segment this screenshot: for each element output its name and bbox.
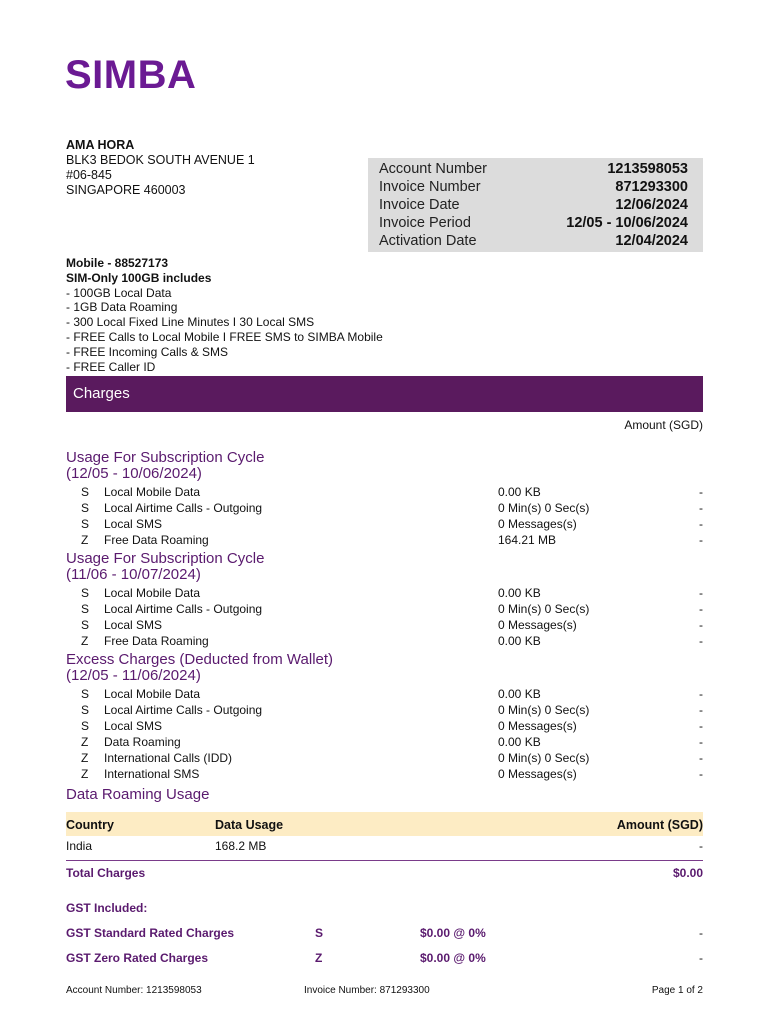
charge-amount: - [699, 533, 703, 547]
charge-amount: - [699, 719, 703, 733]
gst-rate: $0.00 @ 0% [420, 926, 486, 940]
charge-quantity: 0.00 KB [498, 687, 541, 701]
amount-column-header: Amount (SGD) [624, 418, 703, 432]
gst-title-row [66, 900, 703, 916]
charge-amount: - [699, 767, 703, 781]
gst-code: Z [81, 735, 89, 749]
gst-code: S [81, 618, 90, 632]
account-info-box [368, 158, 703, 252]
charge-item: Local Airtime Calls - Outgoing [104, 501, 263, 515]
charge-row [66, 702, 703, 718]
gst-code: Z [315, 951, 323, 965]
invoice-period-row [379, 214, 688, 232]
gst-code: Z [81, 634, 89, 648]
gst-rate: $0.00 @ 0% [420, 951, 486, 965]
total-charges-value: $0.00 [672, 866, 703, 880]
charge-amount: - [699, 703, 703, 717]
charge-row [66, 686, 703, 702]
plan-feature: - 1GB Data Roaming [66, 300, 178, 315]
roaming-amount: - [699, 839, 703, 853]
gst-code: S [81, 703, 90, 717]
charge-quantity: 0.00 KB [498, 485, 541, 499]
account-info-value: 12/04/2024 [615, 233, 688, 249]
charge-row [66, 500, 703, 516]
invoice-date-row [379, 196, 688, 214]
charge-amount: - [699, 517, 703, 531]
charge-quantity: 0 Messages(s) [498, 719, 577, 733]
gst-code: S [81, 719, 90, 733]
gst-code: S [315, 926, 324, 940]
charge-amount: - [699, 618, 703, 632]
charge-quantity: 0.00 KB [498, 586, 541, 600]
charges-header: Charges [73, 385, 130, 402]
invoice-number-row [379, 178, 688, 196]
charge-row [66, 750, 703, 766]
charge-quantity: 0.00 KB [498, 634, 541, 648]
roaming-country: India [66, 839, 93, 853]
footer-account-number: Account Number: 1213598053 [66, 985, 202, 996]
section-title [66, 652, 333, 683]
customer-address [66, 138, 255, 198]
charge-item: Local Mobile Data [104, 485, 201, 499]
account-info-label: Invoice Number [379, 179, 481, 195]
charge-item: Data Roaming [104, 735, 181, 749]
address-line: BLK3 BEDOK SOUTH AVENUE 1 [66, 153, 255, 167]
charge-row [66, 734, 703, 750]
gst-label: GST Standard Rated Charges [66, 926, 235, 940]
mobile-number: Mobile - 88527173 [66, 256, 169, 270]
charge-quantity: 0 Messages(s) [498, 618, 577, 632]
charge-item: Local SMS [104, 517, 163, 531]
section-period: (11/06 - 10/07/2024) [66, 565, 201, 583]
account-info-label: Invoice Date [379, 197, 460, 213]
roaming-row [66, 838, 703, 854]
plan-feature: - 300 Local Fixed Line Minutes I 30 Local SMS [66, 315, 315, 330]
charge-row [66, 532, 703, 548]
charge-item: Free Data Roaming [104, 634, 209, 648]
gst-code: Z [81, 767, 89, 781]
charge-quantity: 0 Min(s) 0 Sec(s) [498, 501, 590, 515]
gst-code: S [81, 517, 90, 531]
charge-item: Local Mobile Data [104, 687, 201, 701]
charge-amount: - [699, 735, 703, 749]
charge-amount: - [699, 602, 703, 616]
section-period: (12/05 - 11/06/2024) [66, 666, 201, 684]
charge-item: International SMS [104, 767, 200, 781]
plan-feature: - FREE Caller ID [66, 359, 156, 374]
section-title [66, 450, 264, 481]
charge-quantity: 0 Messages(s) [498, 517, 577, 531]
section-title-line: Excess Charges (Deducted from Wallet) [66, 651, 334, 668]
roaming-title: Data Roaming Usage [66, 786, 210, 803]
gst-code: Z [81, 533, 89, 547]
gst-code: S [81, 586, 90, 600]
data-usage-header: Data Usage [215, 818, 284, 832]
charge-amount: - [699, 501, 703, 515]
gst-code: Z [81, 751, 89, 765]
footer-page-number: Page 1 of 2 [651, 985, 703, 996]
charge-row [66, 633, 703, 649]
charge-quantity: 0 Min(s) 0 Sec(s) [498, 602, 590, 616]
charge-item: Local SMS [104, 719, 163, 733]
charge-row [66, 516, 703, 532]
account-info-value: 12/05 - 10/06/2024 [566, 215, 688, 231]
charge-quantity: 0 Messages(s) [498, 767, 577, 781]
account-number-row [379, 160, 688, 178]
gst-label: GST Zero Rated Charges [66, 951, 209, 965]
address-line: SINGAPORE 460003 [66, 183, 186, 197]
charge-row [66, 718, 703, 734]
divider [66, 860, 703, 861]
gst-row [66, 925, 703, 941]
account-info-label: Account Number [379, 161, 487, 177]
gst-code: S [81, 602, 90, 616]
charge-row [66, 484, 703, 500]
charge-row [66, 601, 703, 617]
plan-name: SIM-Only 100GB includes [66, 270, 212, 285]
gst-code: S [81, 501, 90, 515]
charge-row [66, 585, 703, 601]
account-info-value: 12/06/2024 [615, 197, 688, 213]
charge-quantity: 0 Min(s) 0 Sec(s) [498, 751, 590, 765]
section-title [66, 551, 264, 582]
charge-item: International Calls (IDD) [104, 751, 233, 765]
gst-amount: - [699, 951, 703, 965]
section-period: (12/05 - 10/06/2024) [66, 464, 202, 482]
roaming-table-header [66, 812, 703, 836]
plan-feature: - FREE Incoming Calls & SMS [66, 344, 229, 359]
section-title-line: Usage For Subscription Cycle [66, 449, 265, 466]
charge-row [66, 766, 703, 782]
gst-row [66, 950, 703, 966]
charge-quantity: 0.00 KB [498, 735, 541, 749]
plan-feature: - 100GB Local Data [66, 285, 172, 300]
account-info-label: Invoice Period [379, 215, 471, 231]
account-info-value: 871293300 [615, 179, 688, 195]
activation-date-row [379, 232, 688, 250]
roaming-usage: 168.2 MB [215, 839, 267, 853]
section-title-line: Usage For Subscription Cycle [66, 550, 265, 567]
amount-header: Amount (SGD) [616, 818, 703, 832]
simba-logo: SIMBA [65, 53, 197, 97]
charge-amount: - [699, 751, 703, 765]
gst-title: GST Included: [66, 901, 148, 915]
account-info-value: 1213598053 [607, 161, 688, 177]
total-charges-row [66, 865, 703, 881]
charge-amount: - [699, 485, 703, 499]
charge-row [66, 617, 703, 633]
charge-amount: - [699, 634, 703, 648]
charge-amount: - [699, 586, 703, 600]
charge-quantity: 0 Min(s) 0 Sec(s) [498, 703, 590, 717]
account-info-label: Activation Date [379, 233, 477, 249]
charge-item: Local Airtime Calls - Outgoing [104, 602, 263, 616]
plan-details [66, 256, 383, 374]
gst-amount: - [699, 926, 703, 940]
charge-quantity: 164.21 MB [498, 533, 557, 547]
footer-invoice-number: Invoice Number: 871293300 [304, 985, 430, 996]
charge-item: Local Airtime Calls - Outgoing [104, 703, 263, 717]
plan-feature: - FREE Calls to Local Mobile I FREE SMS to SIMBA Mobile [66, 329, 383, 344]
gst-code: S [81, 485, 90, 499]
gst-code: S [81, 687, 90, 701]
total-charges-label: Total Charges [66, 866, 146, 880]
charge-item: Local SMS [104, 618, 163, 632]
customer-name: AMA HORA [66, 138, 135, 152]
charge-item: Free Data Roaming [104, 533, 209, 547]
charge-amount: - [699, 687, 703, 701]
country-header: Country [66, 818, 114, 832]
charges-header-bar [66, 376, 703, 412]
address-line: #06-845 [66, 168, 112, 182]
charge-item: Local Mobile Data [104, 586, 201, 600]
